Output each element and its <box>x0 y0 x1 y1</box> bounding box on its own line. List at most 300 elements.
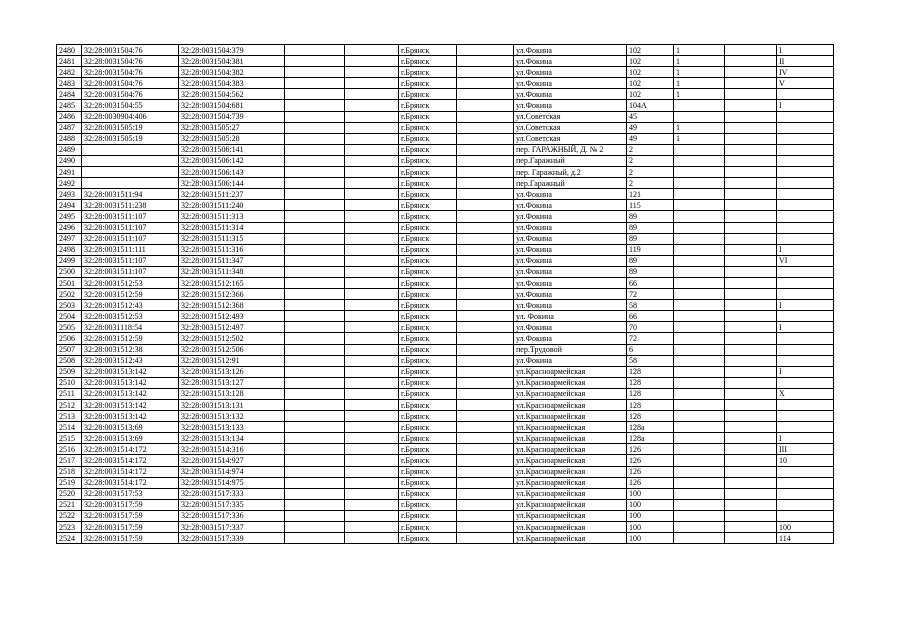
city-cell: г.Брянск <box>399 510 457 521</box>
room-cell: 114 <box>777 533 834 544</box>
empty-cell-b <box>345 222 399 233</box>
city-cell: г.Брянск <box>399 100 457 111</box>
street-cell: ул.Фокина <box>514 300 627 311</box>
empty-cell-a <box>285 466 345 477</box>
empty-cell-b <box>345 411 399 422</box>
parcel-cadastral-cell: 32:28:0031517:59 <box>82 533 179 544</box>
empty-cell-b <box>345 355 399 366</box>
empty-cell-a <box>285 111 345 122</box>
object-cadastral-cell: 32:28:0031512:91 <box>179 355 285 366</box>
empty-cell-b <box>345 244 399 255</box>
house-number-cell: 119 <box>627 244 674 255</box>
room-cell: I <box>777 244 834 255</box>
house-number-cell: 89 <box>627 266 674 277</box>
street-cell: ул.Фокина <box>514 200 627 211</box>
empty-cell-a <box>285 155 345 166</box>
table-row <box>57 333 834 344</box>
street-cell: ул.Фокина <box>514 244 627 255</box>
room-cell <box>777 122 834 133</box>
parcel-cadastral-cell: 32:28:0031511:107 <box>82 255 179 266</box>
object-cadastral-cell: 32:28:0031512:366 <box>179 289 285 300</box>
street-cell: ул.Фокина <box>514 78 627 89</box>
empty-cell-b <box>345 366 399 377</box>
building-cell <box>674 366 725 377</box>
parcel-cadastral-cell: 32:28:0031118:54 <box>82 322 179 333</box>
empty-cell-d <box>725 311 777 322</box>
room-cell <box>777 466 834 477</box>
empty-cell-d <box>725 178 777 189</box>
empty-cell-d <box>725 200 777 211</box>
parcel-cadastral-cell: 32:28:0031504:55 <box>82 100 179 111</box>
city-cell: г.Брянск <box>399 56 457 67</box>
building-cell <box>674 211 725 222</box>
row-number-cell: 2523 <box>57 522 82 533</box>
row-number-cell: 2515 <box>57 433 82 444</box>
house-number-cell: 104А <box>627 100 674 111</box>
empty-cell-c <box>457 388 514 399</box>
object-cadastral-cell: 32:28:0031511:314 <box>179 222 285 233</box>
empty-cell-b <box>345 522 399 533</box>
street-cell: ул.Красноармейская <box>514 400 627 411</box>
object-cadastral-cell: 32:28:0031517:335 <box>179 499 285 510</box>
object-cadastral-cell: 32:28:0031505:28 <box>179 133 285 144</box>
room-cell <box>777 289 834 300</box>
city-cell: г.Брянск <box>399 222 457 233</box>
object-cadastral-cell: 32:28:0031512:165 <box>179 277 285 288</box>
street-cell: ул.Фокина <box>514 56 627 67</box>
empty-cell-a <box>285 411 345 422</box>
empty-cell-b <box>345 466 399 477</box>
empty-cell-a <box>285 488 345 499</box>
empty-cell-d <box>725 322 777 333</box>
table-row <box>57 78 834 89</box>
empty-cell-b <box>345 333 399 344</box>
building-cell <box>674 355 725 366</box>
building-cell <box>674 311 725 322</box>
room-cell: I <box>777 322 834 333</box>
house-number-cell: 128а <box>627 433 674 444</box>
object-cadastral-cell: 32:28:0031506:141 <box>179 144 285 155</box>
house-number-cell: 102 <box>627 67 674 78</box>
empty-cell-a <box>285 167 345 178</box>
empty-cell-c <box>457 178 514 189</box>
empty-cell-c <box>457 510 514 521</box>
table-row <box>57 255 834 266</box>
parcel-cadastral-cell: 32:28:0031517:59 <box>82 499 179 510</box>
parcel-cadastral-cell: 32:28:0031505:19 <box>82 133 179 144</box>
room-cell <box>777 266 834 277</box>
empty-cell-a <box>285 455 345 466</box>
empty-cell-d <box>725 455 777 466</box>
house-number-cell: 100 <box>627 488 674 499</box>
room-cell <box>777 311 834 322</box>
empty-cell-c <box>457 56 514 67</box>
empty-cell-b <box>345 255 399 266</box>
table-row <box>57 366 834 377</box>
empty-cell-c <box>457 78 514 89</box>
street-cell: ул.Красноармейская <box>514 499 627 510</box>
row-number-cell: 2511 <box>57 388 82 399</box>
city-cell: г.Брянск <box>399 333 457 344</box>
city-cell: г.Брянск <box>399 455 457 466</box>
row-number-cell: 2500 <box>57 266 82 277</box>
empty-cell-a <box>285 533 345 544</box>
street-cell: ул.Фокина <box>514 67 627 78</box>
empty-cell-c <box>457 244 514 255</box>
parcel-cadastral-cell: 32:28:0031514:172 <box>82 444 179 455</box>
street-cell: ул.Фокина <box>514 222 627 233</box>
parcel-cadastral-cell <box>82 178 179 189</box>
empty-cell-d <box>725 400 777 411</box>
house-number-cell: 49 <box>627 133 674 144</box>
city-cell: г.Брянск <box>399 400 457 411</box>
empty-cell-c <box>457 111 514 122</box>
building-cell <box>674 477 725 488</box>
empty-cell-d <box>725 444 777 455</box>
empty-cell-b <box>345 322 399 333</box>
street-cell: ул.Красноармейская <box>514 366 627 377</box>
table-row <box>57 122 834 133</box>
building-cell: 1 <box>674 67 725 78</box>
building-cell <box>674 289 725 300</box>
city-cell: г.Брянск <box>399 122 457 133</box>
table-row <box>57 300 834 311</box>
parcel-cadastral-cell: 32:28:0031511:238 <box>82 200 179 211</box>
empty-cell-b <box>345 78 399 89</box>
empty-cell-a <box>285 311 345 322</box>
object-cadastral-cell: 32:28:0031512:497 <box>179 322 285 333</box>
building-cell <box>674 344 725 355</box>
row-number-cell: 2489 <box>57 144 82 155</box>
street-cell: ул.Красноармейская <box>514 388 627 399</box>
table-row <box>57 189 834 200</box>
room-cell <box>777 111 834 122</box>
row-number-cell: 2502 <box>57 289 82 300</box>
street-cell: ул.Фокина <box>514 189 627 200</box>
empty-cell-b <box>345 388 399 399</box>
street-cell: ул.Красноармейская <box>514 522 627 533</box>
street-cell: ул.Советская <box>514 111 627 122</box>
object-cadastral-cell: 32:28:0031513:128 <box>179 388 285 399</box>
object-cadastral-cell: 32:28:0031512:502 <box>179 333 285 344</box>
row-number-cell: 2499 <box>57 255 82 266</box>
city-cell: г.Брянск <box>399 144 457 155</box>
empty-cell-a <box>285 344 345 355</box>
empty-cell-b <box>345 144 399 155</box>
empty-cell-d <box>725 67 777 78</box>
building-cell <box>674 455 725 466</box>
city-cell: г.Брянск <box>399 178 457 189</box>
table-row <box>57 388 834 399</box>
object-cadastral-cell: 32:28:0031513:127 <box>179 377 285 388</box>
empty-cell-a <box>285 355 345 366</box>
empty-cell-d <box>725 344 777 355</box>
empty-cell-d <box>725 211 777 222</box>
room-cell <box>777 377 834 388</box>
house-number-cell: 89 <box>627 233 674 244</box>
room-cell <box>777 89 834 100</box>
empty-cell-b <box>345 167 399 178</box>
object-cadastral-cell: 32:28:0031513:133 <box>179 422 285 433</box>
city-cell: г.Брянск <box>399 344 457 355</box>
row-number-cell: 2491 <box>57 167 82 178</box>
empty-cell-d <box>725 78 777 89</box>
object-cadastral-cell: 32:28:0031514:927 <box>179 455 285 466</box>
parcel-cadastral-cell: 32:28:0031511:107 <box>82 211 179 222</box>
street-cell: ул.Фокина <box>514 89 627 100</box>
room-cell <box>777 178 834 189</box>
city-cell: г.Брянск <box>399 311 457 322</box>
empty-cell-b <box>345 400 399 411</box>
table-row <box>57 211 834 222</box>
empty-cell-b <box>345 89 399 100</box>
empty-cell-a <box>285 222 345 233</box>
city-cell: г.Брянск <box>399 45 457 56</box>
empty-cell-a <box>285 388 345 399</box>
table-row <box>57 488 834 499</box>
parcel-cadastral-cell: 32:28:0031504:76 <box>82 78 179 89</box>
parcel-cadastral-cell: 32:28:0031514:172 <box>82 466 179 477</box>
empty-cell-a <box>285 144 345 155</box>
building-cell <box>674 322 725 333</box>
empty-cell-d <box>725 122 777 133</box>
city-cell: г.Брянск <box>399 189 457 200</box>
house-number-cell: 128 <box>627 377 674 388</box>
empty-cell-c <box>457 144 514 155</box>
table-row <box>57 444 834 455</box>
empty-cell-d <box>725 89 777 100</box>
registry-table <box>56 44 834 544</box>
empty-cell-c <box>457 333 514 344</box>
house-number-cell: 102 <box>627 56 674 67</box>
empty-cell-b <box>345 488 399 499</box>
house-number-cell: 128а <box>627 422 674 433</box>
house-number-cell: 89 <box>627 211 674 222</box>
row-number-cell: 2516 <box>57 444 82 455</box>
table-row <box>57 411 834 422</box>
empty-cell-c <box>457 411 514 422</box>
building-cell <box>674 111 725 122</box>
table-row <box>57 100 834 111</box>
empty-cell-c <box>457 266 514 277</box>
registry-table-body <box>57 45 834 544</box>
building-cell <box>674 466 725 477</box>
house-number-cell: 45 <box>627 111 674 122</box>
room-cell <box>777 333 834 344</box>
empty-cell-a <box>285 510 345 521</box>
row-number-cell: 2480 <box>57 45 82 56</box>
building-cell <box>674 144 725 155</box>
parcel-cadastral-cell: 32:28:0031505:19 <box>82 122 179 133</box>
empty-cell-a <box>285 322 345 333</box>
street-cell: ул.Красноармейская <box>514 533 627 544</box>
table-row <box>57 277 834 288</box>
empty-cell-b <box>345 122 399 133</box>
empty-cell-c <box>457 311 514 322</box>
room-cell: 100 <box>777 522 834 533</box>
empty-cell-a <box>285 211 345 222</box>
object-cadastral-cell: 32:28:0031512:493 <box>179 311 285 322</box>
street-cell: ул.Фокина <box>514 355 627 366</box>
object-cadastral-cell: 32:28:0031513:132 <box>179 411 285 422</box>
empty-cell-b <box>345 477 399 488</box>
street-cell: ул. Фокина <box>514 311 627 322</box>
empty-cell-d <box>725 155 777 166</box>
room-cell <box>777 510 834 521</box>
street-cell: пер. Гаражный, д.2 <box>514 167 627 178</box>
empty-cell-d <box>725 45 777 56</box>
empty-cell-b <box>345 233 399 244</box>
empty-cell-d <box>725 56 777 67</box>
table-row <box>57 322 834 333</box>
row-number-cell: 2483 <box>57 78 82 89</box>
house-number-cell: 128 <box>627 366 674 377</box>
empty-cell-c <box>457 499 514 510</box>
room-cell: IV <box>777 67 834 78</box>
building-cell: 1 <box>674 133 725 144</box>
row-number-cell: 2514 <box>57 422 82 433</box>
building-cell <box>674 244 725 255</box>
object-cadastral-cell: 32:28:0031504:381 <box>179 56 285 67</box>
empty-cell-c <box>457 477 514 488</box>
room-cell: V <box>777 78 834 89</box>
room-cell: I <box>777 45 834 56</box>
building-cell <box>674 333 725 344</box>
house-number-cell: 2 <box>627 178 674 189</box>
row-number-cell: 2484 <box>57 89 82 100</box>
table-row <box>57 200 834 211</box>
room-cell <box>777 222 834 233</box>
room-cell: I <box>777 433 834 444</box>
building-cell <box>674 388 725 399</box>
empty-cell-b <box>345 510 399 521</box>
city-cell: г.Брянск <box>399 111 457 122</box>
object-cadastral-cell: 32:28:0031504:681 <box>179 100 285 111</box>
house-number-cell: 100 <box>627 522 674 533</box>
house-number-cell: 126 <box>627 444 674 455</box>
house-number-cell: 49 <box>627 122 674 133</box>
row-number-cell: 2490 <box>57 155 82 166</box>
room-cell: I <box>777 100 834 111</box>
empty-cell-b <box>345 111 399 122</box>
empty-cell-a <box>285 400 345 411</box>
empty-cell-d <box>725 499 777 510</box>
building-cell <box>674 266 725 277</box>
table-row <box>57 133 834 144</box>
street-cell: ул.Красноармейская <box>514 477 627 488</box>
empty-cell-c <box>457 277 514 288</box>
parcel-cadastral-cell <box>82 155 179 166</box>
row-number-cell: 2492 <box>57 178 82 189</box>
object-cadastral-cell: 32:28:0031511:347 <box>179 255 285 266</box>
house-number-cell: 72 <box>627 289 674 300</box>
empty-cell-a <box>285 255 345 266</box>
house-number-cell: 126 <box>627 466 674 477</box>
city-cell: г.Брянск <box>399 322 457 333</box>
row-number-cell: 2510 <box>57 377 82 388</box>
object-cadastral-cell: 32:28:0031504:382 <box>179 67 285 78</box>
room-cell <box>777 488 834 499</box>
parcel-cadastral-cell: 32:28:0030904:406 <box>82 111 179 122</box>
empty-cell-d <box>725 488 777 499</box>
empty-cell-b <box>345 211 399 222</box>
street-cell: ул.Красноармейская <box>514 455 627 466</box>
house-number-cell: 2 <box>627 155 674 166</box>
table-row <box>57 233 834 244</box>
empty-cell-c <box>457 222 514 233</box>
object-cadastral-cell: 32:28:0031504:562 <box>179 89 285 100</box>
parcel-cadastral-cell: 32:28:0031517:53 <box>82 488 179 499</box>
empty-cell-d <box>725 377 777 388</box>
empty-cell-c <box>457 322 514 333</box>
object-cadastral-cell: 32:28:0031514:974 <box>179 466 285 477</box>
table-row <box>57 144 834 155</box>
parcel-cadastral-cell: 32:28:0031504:76 <box>82 89 179 100</box>
parcel-cadastral-cell: 32:28:0031514:172 <box>82 455 179 466</box>
room-cell <box>777 133 834 144</box>
row-number-cell: 2487 <box>57 122 82 133</box>
table-row <box>57 477 834 488</box>
object-cadastral-cell: 32:28:0031504:739 <box>179 111 285 122</box>
room-cell <box>777 477 834 488</box>
room-cell <box>777 211 834 222</box>
city-cell: г.Брянск <box>399 155 457 166</box>
building-cell <box>674 178 725 189</box>
room-cell <box>777 499 834 510</box>
parcel-cadastral-cell: 32:28:0031511:94 <box>82 189 179 200</box>
street-cell: ул.Фокина <box>514 277 627 288</box>
house-number-cell: 72 <box>627 333 674 344</box>
house-number-cell: 100 <box>627 510 674 521</box>
city-cell: г.Брянск <box>399 477 457 488</box>
parcel-cadastral-cell: 32:28:0031513:142 <box>82 377 179 388</box>
street-cell: пер.Трудовой <box>514 344 627 355</box>
table-row <box>57 433 834 444</box>
empty-cell-c <box>457 366 514 377</box>
empty-cell-b <box>345 100 399 111</box>
city-cell: г.Брянск <box>399 233 457 244</box>
empty-cell-d <box>725 466 777 477</box>
empty-cell-b <box>345 300 399 311</box>
city-cell: г.Брянск <box>399 466 457 477</box>
table-row <box>57 289 834 300</box>
parcel-cadastral-cell: 32:28:0031512:53 <box>82 277 179 288</box>
room-cell <box>777 422 834 433</box>
empty-cell-d <box>725 289 777 300</box>
city-cell: г.Брянск <box>399 266 457 277</box>
building-cell <box>674 255 725 266</box>
object-cadastral-cell: 32:28:0031517:336 <box>179 510 285 521</box>
table-row <box>57 56 834 67</box>
house-number-cell: 128 <box>627 388 674 399</box>
table-row <box>57 178 834 189</box>
table-row <box>57 522 834 533</box>
street-cell: ул.Фокина <box>514 322 627 333</box>
row-number-cell: 2521 <box>57 499 82 510</box>
parcel-cadastral-cell: 32:28:0031511:107 <box>82 233 179 244</box>
empty-cell-c <box>457 400 514 411</box>
empty-cell-d <box>725 477 777 488</box>
parcel-cadastral-cell: 32:28:0031504:76 <box>82 67 179 78</box>
house-number-cell: 58 <box>627 355 674 366</box>
city-cell: г.Брянск <box>399 289 457 300</box>
building-cell: 1 <box>674 78 725 89</box>
empty-cell-c <box>457 522 514 533</box>
empty-cell-a <box>285 266 345 277</box>
empty-cell-a <box>285 233 345 244</box>
row-number-cell: 2517 <box>57 455 82 466</box>
table-row <box>57 266 834 277</box>
